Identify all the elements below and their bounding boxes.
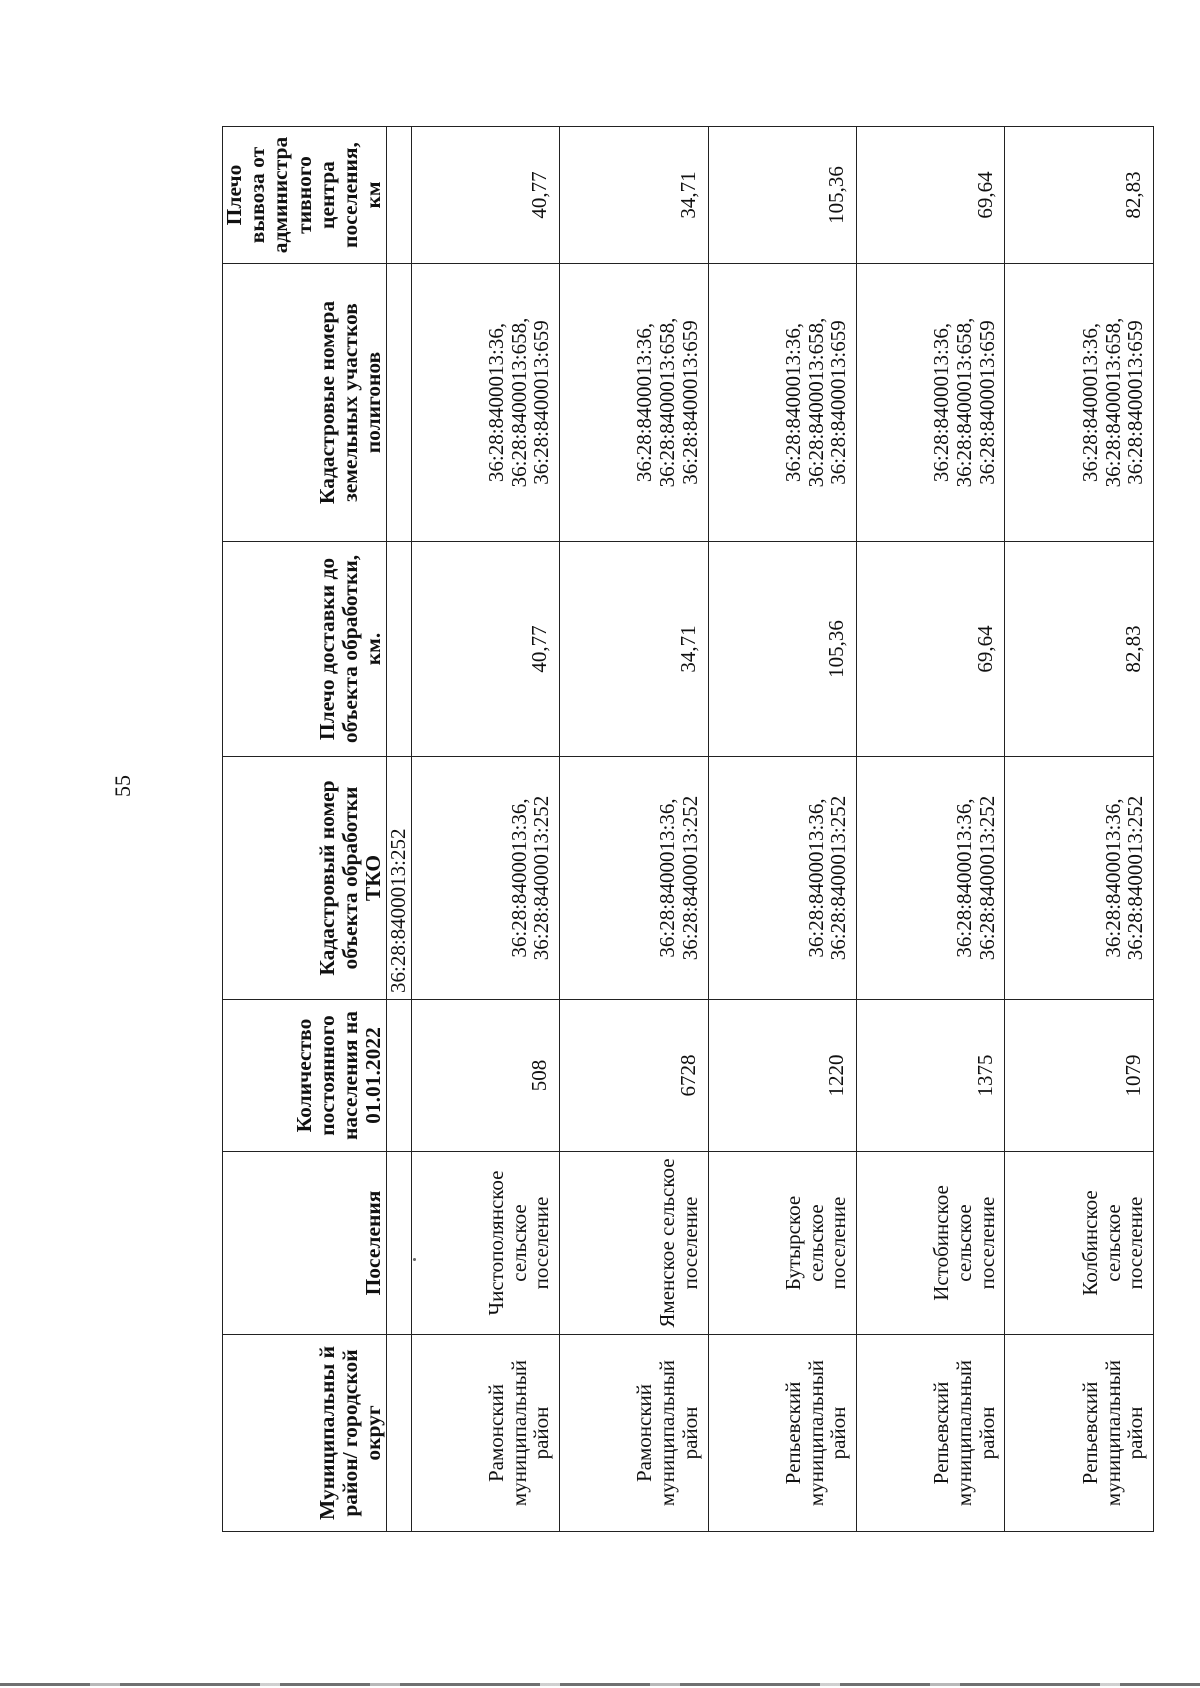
cell-delivery-distance: 82,83 bbox=[1005, 542, 1154, 757]
cell-admin-distance: 34,71 bbox=[560, 127, 708, 264]
cell-delivery-distance: 40,77 bbox=[411, 542, 559, 757]
cell-municipality: Репьевский муниципальный район bbox=[708, 1335, 856, 1532]
table-row-continuation bbox=[386, 127, 411, 1532]
header-municipality: Муниципальны й район/ городской округ bbox=[223, 1335, 387, 1532]
cell-landfill-cadastral: 36:28:8400013:36, 36:28:8400013:658, 36:28:8400013:659 bbox=[560, 264, 708, 542]
cell-empty bbox=[386, 1000, 411, 1152]
cell-facility-cadastral: 36:28:8400013:36, 36:28:8400013:252 bbox=[411, 757, 559, 1000]
cell-delivery-distance: 105,36 bbox=[708, 542, 856, 757]
page-number: 55 bbox=[110, 775, 135, 797]
cell-facility-cadastral: 36:28:8400013:252 bbox=[386, 757, 411, 1000]
header-settlement: Поселения bbox=[223, 1152, 387, 1335]
scan-edge-line bbox=[0, 1683, 1200, 1686]
cell-empty bbox=[386, 1152, 411, 1335]
cell-population: 1079 bbox=[1005, 1000, 1154, 1152]
cell-municipality: Рамонский муниципальный район bbox=[411, 1335, 559, 1532]
header-delivery-distance: Плечо доставки до объекта обработки, км. bbox=[223, 542, 387, 757]
table-container bbox=[222, 127, 1154, 1532]
scan-speck bbox=[413, 1258, 416, 1261]
cell-admin-distance: 40,77 bbox=[411, 127, 559, 264]
cell-landfill-cadastral: 36:28:8400013:36, 36:28:8400013:658, 36:28:8400013:659 bbox=[708, 264, 856, 542]
table-row bbox=[708, 127, 856, 1532]
cell-settlement: Чистополянское сельское поселение bbox=[411, 1152, 559, 1335]
table-row bbox=[560, 127, 708, 1532]
cell-settlement: Бутырское сельское поселение bbox=[708, 1152, 856, 1335]
cell-empty bbox=[386, 1335, 411, 1532]
cell-facility-cadastral: 36:28:8400013:36, 36:28:8400013:252 bbox=[560, 757, 708, 1000]
cell-landfill-cadastral: 36:28:8400013:36, 36:28:8400013:658, 36:28:8400013:659 bbox=[411, 264, 559, 542]
settlements-table bbox=[222, 126, 1154, 1532]
cell-population: 6728 bbox=[560, 1000, 708, 1152]
table-row bbox=[411, 127, 559, 1532]
cell-admin-distance: 105,36 bbox=[708, 127, 856, 264]
cell-empty bbox=[386, 542, 411, 757]
cell-delivery-distance: 69,64 bbox=[856, 542, 1004, 757]
cell-municipality: Репьевский муниципальный район bbox=[1005, 1335, 1154, 1532]
cell-municipality: Рамонский муниципальный район bbox=[560, 1335, 708, 1532]
cell-delivery-distance: 34,71 bbox=[560, 542, 708, 757]
cell-landfill-cadastral: 36:28:8400013:36, 36:28:8400013:658, 36:28:8400013:659 bbox=[856, 264, 1004, 542]
cell-empty bbox=[386, 127, 411, 264]
cell-admin-distance: 69,64 bbox=[856, 127, 1004, 264]
table-header-row bbox=[223, 127, 387, 1532]
cell-admin-distance: 82,83 bbox=[1005, 127, 1154, 264]
header-landfill-cadastral: Кадастровые номера земельных участков полигонов bbox=[223, 264, 387, 542]
cell-population: 508 bbox=[411, 1000, 559, 1152]
table-row bbox=[1005, 127, 1154, 1532]
cell-settlement: Яменское сельское поселение bbox=[560, 1152, 708, 1335]
cell-population: 1375 bbox=[856, 1000, 1004, 1152]
table-row bbox=[856, 127, 1004, 1532]
cell-empty bbox=[386, 264, 411, 542]
cell-settlement: Истобинское сельское поселение bbox=[856, 1152, 1004, 1335]
cell-municipality: Репьевский муниципальный район bbox=[856, 1335, 1004, 1532]
header-facility-cadastral: Кадастровый номер объекта обработки ТКО bbox=[223, 757, 387, 1000]
cell-population: 1220 bbox=[708, 1000, 856, 1152]
cell-settlement: Колбинское сельское поселение bbox=[1005, 1152, 1154, 1335]
header-population: Количество постоянного населения на 01.01.2022 bbox=[223, 1000, 387, 1152]
cell-facility-cadastral: 36:28:8400013:36, 36:28:8400013:252 bbox=[708, 757, 856, 1000]
cell-facility-cadastral: 36:28:8400013:36, 36:28:8400013:252 bbox=[856, 757, 1004, 1000]
cell-landfill-cadastral: 36:28:8400013:36, 36:28:8400013:658, 36:28:8400013:659 bbox=[1005, 264, 1154, 542]
header-admin-distance: Плечо вывоза от администра тивного центра поселения, км bbox=[223, 127, 387, 264]
cell-facility-cadastral: 36:28:8400013:36, 36:28:8400013:252 bbox=[1005, 757, 1154, 1000]
rotated-table-wrapper bbox=[222, 127, 1154, 1532]
